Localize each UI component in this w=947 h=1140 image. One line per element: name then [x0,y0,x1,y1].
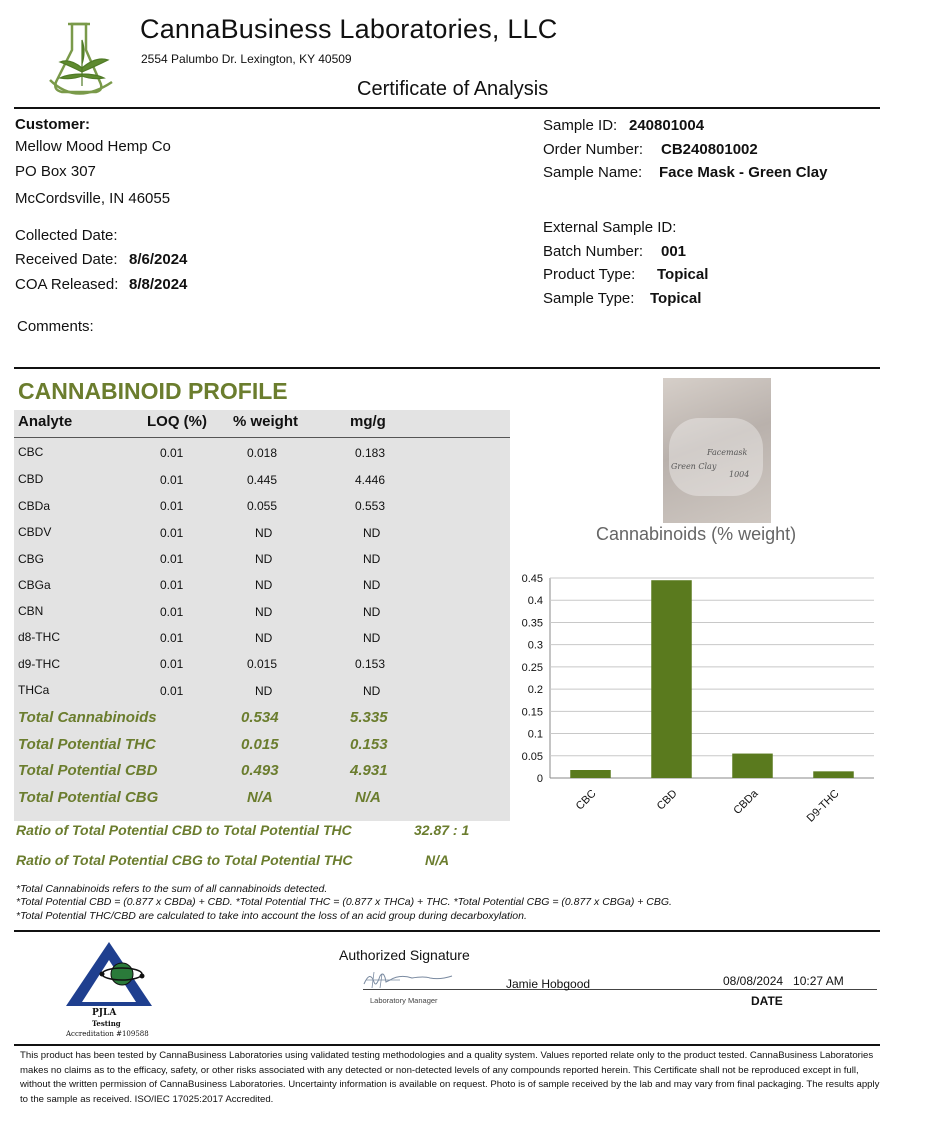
table-row-mgg: ND [363,684,381,698]
ratio-cbd-thc-value: 32.87 : 1 [414,822,470,838]
table-row-analyte: CBN [18,604,44,618]
chart-y-tick-label: 0.35 [521,617,543,630]
chart-bar-cbc [570,770,611,778]
col-header-mgg: mg/g [350,413,386,430]
customer-name: Mellow Mood Hemp Co [15,138,171,155]
table-row-mgg: ND [363,526,381,540]
chart-y-tick-label: 0.2 [527,684,543,697]
table-row-mgg: 0.183 [355,446,386,460]
total-cannabinoids-weight: 0.534 [241,709,279,726]
sample-id-label: Sample ID: [543,117,618,134]
pjla-name: PJLA [92,1008,117,1018]
table-row-loq: 0.01 [160,552,184,566]
chart-title: Cannabinoids (% weight) [596,524,797,544]
footnote-1: *Total Cannabinoids refers to the sum of all cannabinoids detected. [16,883,328,895]
table-row-weight: ND [255,552,273,566]
col-header-loq: LOQ (%) [147,413,207,430]
table-row-mgg: ND [363,578,381,592]
signature-role: Laboratory Manager [370,996,438,1005]
table-row-weight: 0.055 [247,499,278,513]
customer-city-line: McCordsville, IN 46055 [15,190,171,207]
chart-x-tick-label: CBC [573,787,599,813]
table-row-loq: 0.01 [160,605,184,619]
product-type-label: Product Type: [543,266,636,283]
company-address: 2554 Palumbo Dr. Lexington, KY 40509 [141,52,352,66]
table-row-analyte: CBGa [18,578,51,592]
document-title: Certificate of Analysis [357,78,549,100]
chart-x-tick-label: CBD [654,787,680,813]
table-row-analyte: CBDV [18,525,52,539]
total-cbg-weight: N/A [247,789,273,806]
disclaimer-text: This product has been tested by CannaBusiness Laboratories using validated testing methodologies and a quality system. Values reported relate only to the product tested. CannaBusiness Laboratories makes no claims as to the efficacy, safety, or other risks associated with any detected or non-detected levels of any compounds reported herein. This Certificate shall not be reproduced except in full, without the written permission of CannaBusiness Laboratories. Uncertainty information is available on request. Photo is of sample received by the lab and may vary from final packaging. The results apply to the sample as received. ISO/IEC 17025:2017 Accredited. [20,1050,880,1105]
table-row-weight: ND [255,526,273,540]
table-row-weight: ND [255,578,273,592]
external-sample-id-label: External Sample ID: [543,219,677,236]
table-row-weight: ND [255,684,273,698]
total-cbg-mgg: N/A [355,789,381,806]
table-row-mgg: 0.153 [355,657,386,671]
pjla-accreditation-logo [64,940,154,1008]
photo-label-line2: Green Clay [671,462,717,471]
chart-y-tick-label: 0.05 [521,750,543,763]
table-row-loq: 0.01 [160,526,184,540]
date-label: DATE [751,994,783,1008]
pjla-sub: Testing [92,1019,121,1028]
batch-number-label: Batch Number: [543,243,644,260]
table-row-analyte: CBG [18,552,45,566]
chart-y-tick-label: 0.3 [527,639,543,652]
ratio-cbg-thc-value: N/A [425,852,450,868]
table-row-loq: 0.01 [160,631,184,645]
cannabinoids-bar-chart [510,565,880,827]
table-row-analyte: CBD [18,472,44,486]
chart-x-tick-label: D9-THC [804,787,842,825]
table-row-loq: 0.01 [160,499,184,513]
total-thc-label: Total Potential THC [18,736,156,753]
chart-x-tick-label: CBDa [731,787,761,817]
chart-y-tick-label: 0 [536,773,543,785]
table-row-mgg: ND [363,631,381,645]
chart-y-tick-label: 0.1 [527,728,543,741]
cannabinoid-profile-title: CANNABINOID PROFILE [18,378,288,404]
product-type-value: Topical [657,266,709,283]
table-row-weight: 0.445 [247,473,278,487]
chart-y-tick-label: 0.45 [521,573,543,585]
sample-type-label: Sample Type: [543,290,635,307]
total-cbd-mgg: 4.931 [350,762,388,779]
coa-released-label: COA Released: [15,276,119,293]
table-row-loq: 0.01 [160,446,184,460]
chart-y-tick-label: 0.15 [521,706,543,719]
table-row-analyte: d8-THC [18,630,61,644]
table-row-weight: 0.018 [247,446,278,460]
sample-photo [663,378,771,523]
section-rule [14,367,880,369]
table-row-analyte: d9-THC [18,657,61,671]
chart-y-tick-label: 0.4 [527,595,543,608]
total-cannabinoids-label: Total Cannabinoids [18,709,157,726]
signer-name: Jamie Hobgood [506,977,591,991]
total-cbg-label: Total Potential CBG [18,789,159,806]
batch-number-value: 001 [661,243,687,260]
total-thc-weight: 0.015 [241,736,279,753]
order-number-value: CB240801002 [661,141,758,158]
table-row-weight: 0.015 [247,657,278,671]
collected-date-label: Collected Date: [15,227,118,244]
ratio-cbg-thc-label: Ratio of Total Potential CBG to Total Potential THC [16,852,353,868]
chart-y-tick-label: 0.25 [521,661,543,674]
footnote-3: *Total Potential THC/CBD are calculated to take into account the loss of an acid group during decarboxylation. [16,910,527,922]
col-header-weight: % weight [233,413,299,430]
ratio-cbd-thc-label: Ratio of Total Potential CBD to Total Potential THC [16,822,352,838]
table-row-loq: 0.01 [160,473,184,487]
sample-name-label: Sample Name: [543,164,643,181]
accreditation-number: Accreditation #109588 [66,1030,149,1038]
table-row-analyte: CBC [18,445,44,459]
total-cbd-label: Total Potential CBD [18,762,158,779]
disclaimer-rule [14,1044,880,1046]
total-thc-mgg: 0.153 [350,736,388,753]
customer-label: Customer: [15,116,91,133]
signature-line [363,989,877,990]
table-row-analyte: THCa [18,683,50,697]
chart-bar-cbd [651,580,692,778]
comments-label: Comments: [17,318,94,335]
table-row-analyte: CBDa [18,499,51,513]
sample-type-value: Topical [650,290,702,307]
photo-label-line1: Facemask [707,448,748,457]
received-date-label: Received Date: [15,251,118,268]
photo-label-line3: 1004 [729,470,750,479]
authorized-signature-title: Authorized Signature [339,947,470,963]
signature-date-time: 08/08/2024 10:27 AM [723,974,844,988]
coa-released-value: 8/8/2024 [129,276,188,293]
header-rule [14,107,880,109]
footnote-rule [14,930,880,932]
footnote-2: *Total Potential CBD = (0.877 x CBDa) + CBD. *Total Potential THC = (0.877 x THCa) + THC. *Total Potential CBG = (0.877 x CBGa) + CBG. [16,896,672,908]
sample-id-value: 240801004 [629,117,705,134]
received-date-value: 8/6/2024 [129,251,188,268]
customer-address-line: PO Box 307 [15,163,96,180]
total-cannabinoids-mgg: 5.335 [350,709,388,726]
table-row-mgg: ND [363,605,381,619]
lab-logo [46,20,118,102]
sample-name-value: Face Mask - Green Clay [659,164,828,181]
total-cbd-weight: 0.493 [241,762,279,779]
table-row-weight: ND [255,631,273,645]
table-row-loq: 0.01 [160,657,184,671]
table-row-mgg: 0.553 [355,499,386,513]
col-header-analyte: Analyte [18,413,73,430]
table-row-loq: 0.01 [160,684,184,698]
company-name: CannaBusiness Laboratories, LLC [140,14,558,44]
table-row-mgg: 4.446 [355,473,386,487]
table-row-loq: 0.01 [160,578,184,592]
chart-bar-cbda [732,754,773,778]
chart-bar-d9-thc [813,771,854,778]
order-number-label: Order Number: [543,141,644,158]
table-row-weight: ND [255,605,273,619]
table-row-mgg: ND [363,552,381,566]
